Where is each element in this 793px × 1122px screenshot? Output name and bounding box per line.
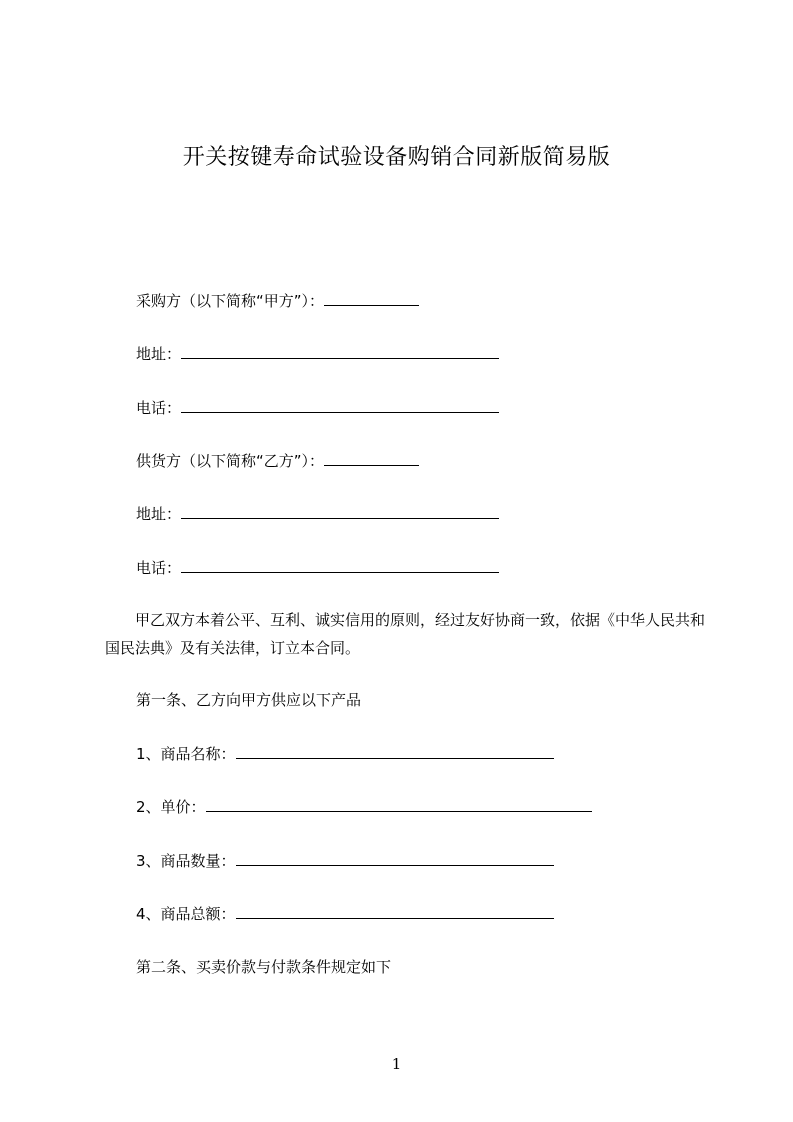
seller-name-row <box>136 451 419 471</box>
seller-phone-row <box>136 558 499 578</box>
seller-address-row <box>136 504 499 524</box>
product-name-row <box>136 744 554 764</box>
buyer-address-label: 地址： <box>136 345 182 363</box>
seller-address-blank[interactable] <box>181 504 499 519</box>
buyer-name-label: 采购方（以下简称“甲方”）： <box>136 292 325 310</box>
page-number: 1 <box>391 1055 402 1073</box>
quantity-blank[interactable] <box>236 851 554 866</box>
buyer-address-blank[interactable] <box>181 344 499 359</box>
article2-heading: 第二条、买卖价款与付款条件规定如下 <box>136 958 392 976</box>
seller-phone-label: 电话： <box>136 559 182 577</box>
buyer-phone-label: 电话： <box>136 399 182 417</box>
seller-name-label: 供货方（以下简称“乙方”）： <box>136 452 325 470</box>
seller-address-label: 地址： <box>136 505 182 523</box>
buyer-name-blank[interactable] <box>324 291 419 306</box>
quantity-row <box>136 851 554 871</box>
buyer-name-row <box>136 291 419 311</box>
buyer-phone-row <box>136 398 499 418</box>
unit-price-row <box>136 797 592 817</box>
buyer-phone-blank[interactable] <box>181 398 499 413</box>
unit-price-blank[interactable] <box>206 797 592 812</box>
document-title: 开关按键寿命试验设备购销合同新版简易版 <box>182 145 611 170</box>
article1-heading: 第一条、乙方向甲方供应以下产品 <box>136 691 362 709</box>
total-amount-blank[interactable] <box>236 904 554 919</box>
total-amount-label: 4、商品总额： <box>136 905 236 923</box>
buyer-address-row <box>136 344 499 364</box>
seller-name-blank[interactable] <box>324 451 419 466</box>
total-amount-row <box>136 904 554 924</box>
unit-price-label: 2、单价： <box>136 798 206 816</box>
quantity-label: 3、商品数量： <box>136 852 236 870</box>
seller-phone-blank[interactable] <box>181 558 499 573</box>
intro-paragraph: 甲乙双方本着公平、互利、诚实信用的原则，经过友好协商一致，依据《中华人民共和国民法典》及有关法律，订立本合同。 <box>105 611 706 657</box>
product-name-label: 1、商品名称： <box>136 745 236 763</box>
product-name-blank[interactable] <box>236 744 554 759</box>
